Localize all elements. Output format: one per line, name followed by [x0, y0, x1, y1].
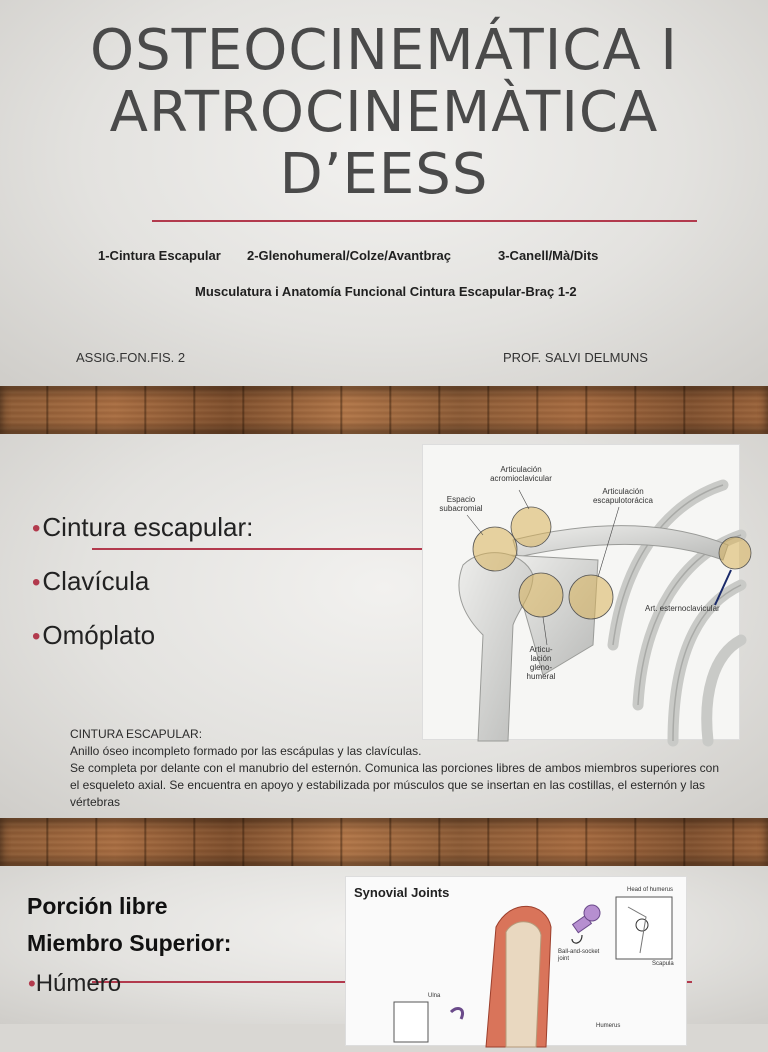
shoulder-bones-illustration — [423, 445, 741, 741]
title-line-2: ARTROCINEMÀTICA — [109, 80, 659, 145]
topic-3: 3-Canell/Mà/Dits — [498, 248, 599, 263]
bullet-list — [32, 510, 253, 672]
label-esternoclavicular: Art. esternoclavicular — [645, 604, 720, 613]
arm-joints-illustration — [346, 877, 688, 1047]
label-scapula: Scapula — [652, 961, 674, 967]
slide-title — [0, 0, 768, 386]
title-line-3: D’EESS — [279, 142, 489, 207]
upper-limb-heading — [27, 888, 231, 962]
bullet-divider — [92, 548, 422, 550]
label-escapulotoracica: Articulación escapulotorácica — [592, 487, 654, 505]
slide-title-heading — [0, 20, 768, 206]
professor-name: PROF. SALVI DELMUNS — [503, 350, 648, 365]
label-ulna: Ulna — [428, 993, 441, 999]
wood-divider-1 — [0, 386, 768, 434]
slide-subtitle: Musculatura i Anatomía Funcional Cintura Escapular-Braç 1-2 — [195, 284, 577, 299]
bullet-item: •Omóplato — [32, 620, 156, 650]
description-line: Se completa por delante con el manubrio del esternón. Comunica las porciones libres de ambos miembros superiores con el esqueleto axial. Se encuentra en apoyo y estabilizada por músculos que se insertan en las costillas, el esternón y las vértebras — [70, 761, 720, 809]
label-head-humerus: Head of humerus — [627, 887, 674, 893]
label-subacromial: Espacio subacromial — [439, 495, 483, 513]
bullet-item: •Húmero — [28, 970, 122, 997]
description-heading: CINTURA ESCAPULAR: — [70, 727, 203, 741]
figure-title: Synovial Joints — [354, 885, 450, 900]
shoulder-anatomy-figure — [422, 444, 740, 740]
label-ball-socket: Ball-and-socket joint — [558, 949, 600, 962]
heading-line-2: Miembro Superior: — [27, 930, 232, 956]
slide-shoulder-girdle — [0, 434, 768, 818]
course-code: ASSIG.FON.FIS. 2 — [76, 350, 186, 365]
label-humerus: Humerus — [596, 1023, 621, 1029]
title-divider — [152, 220, 697, 222]
topic-1: 1-Cintura Escapular — [98, 248, 221, 263]
bullet-item: •Clavícula — [32, 566, 150, 596]
heading-line-1: Porción libre — [27, 893, 168, 919]
title-line-1: OSTEOCINEMÁTICA I — [90, 18, 678, 83]
synovial-joints-figure — [345, 876, 687, 1046]
wood-divider-2 — [0, 818, 768, 866]
topic-2: 2-Glenohumeral/Colze/Avantbraç — [247, 248, 451, 263]
slide-upper-limb — [0, 866, 768, 1029]
girdle-description — [70, 726, 730, 811]
label-glenohumeral: Articu- lación gleno- humeral — [526, 645, 556, 681]
label-acromioclavicular: Articulación acromioclavicular — [490, 465, 552, 483]
description-line: Anillo óseo incompleto formado por las escápulas y las clavículas. — [70, 744, 422, 758]
bullet-item: •Cintura escapular: — [32, 512, 254, 542]
